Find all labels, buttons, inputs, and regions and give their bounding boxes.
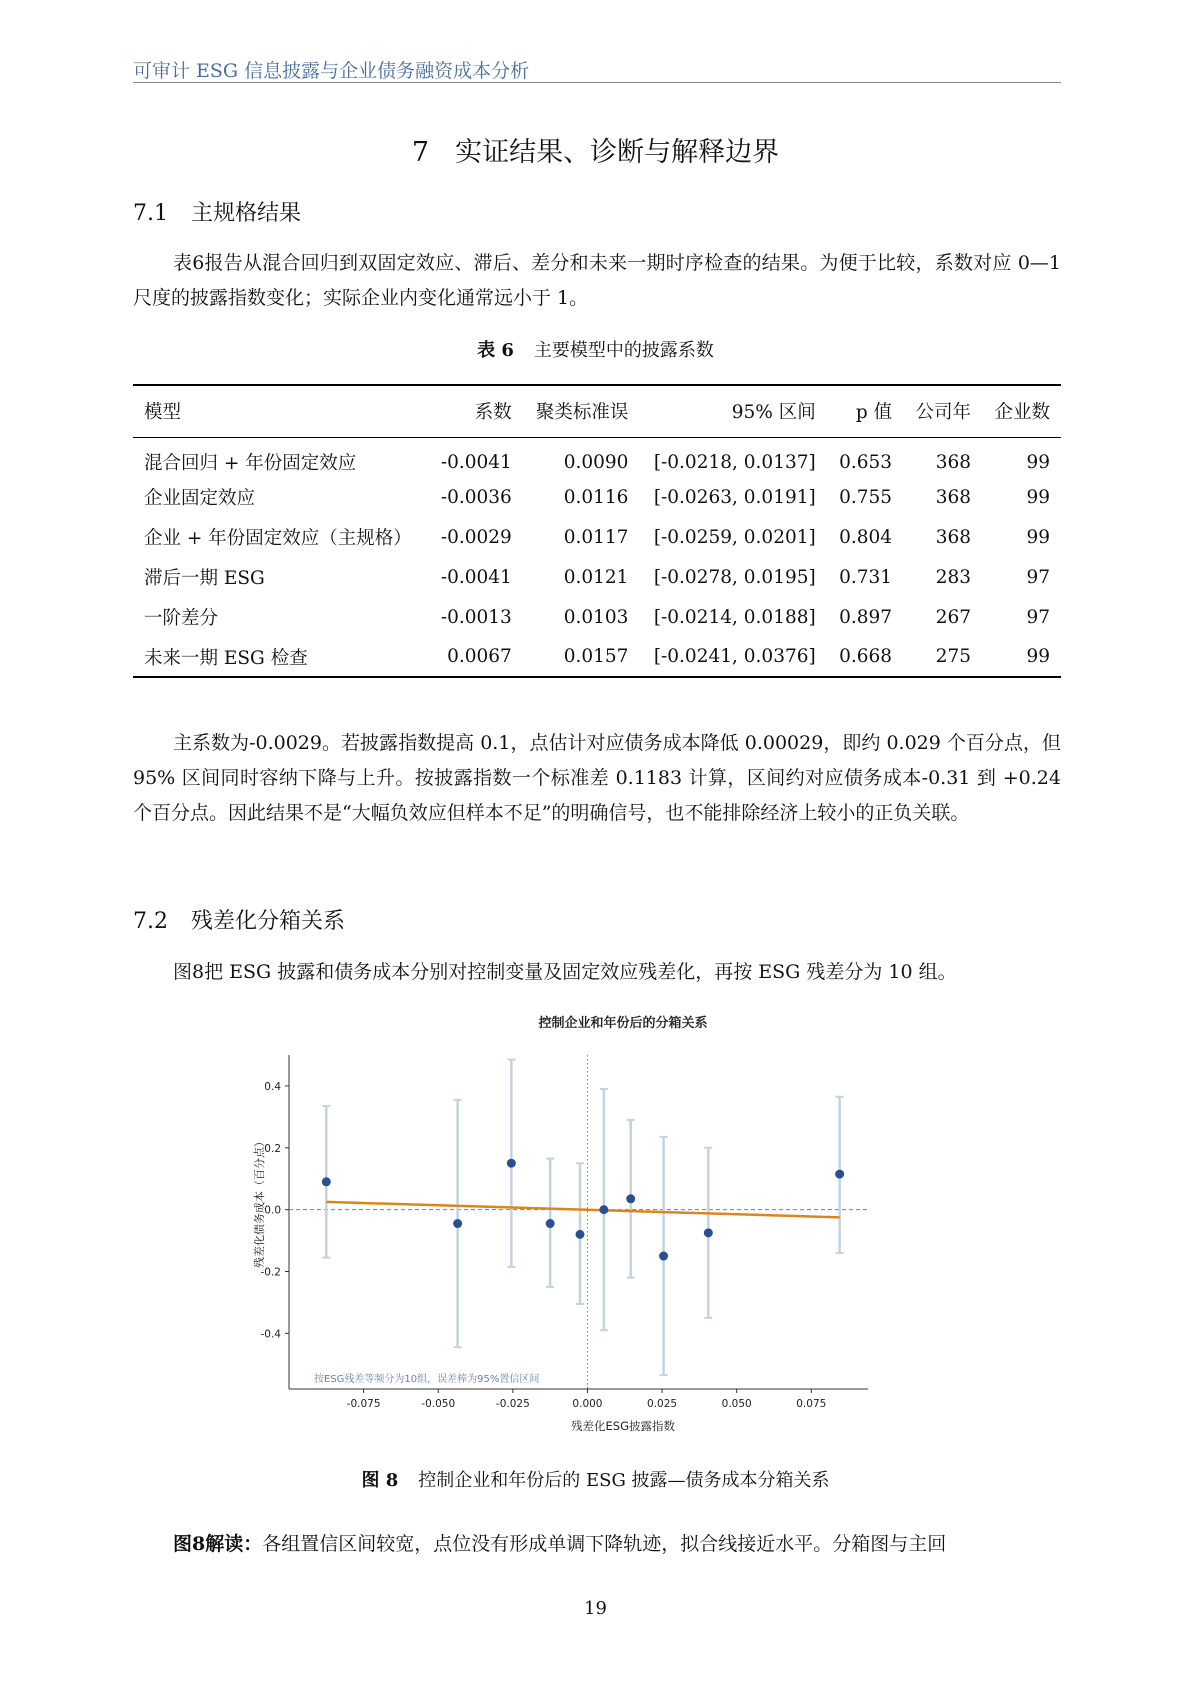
cell-firm-years: 368	[935, 451, 972, 473]
cell-firms: 97	[1026, 606, 1050, 628]
figure-caption	[0, 1466, 1191, 1492]
chart-title: 控制企业和年份后的分箱关系	[538, 1016, 708, 1031]
cell-pvalue: 0.755	[839, 486, 893, 508]
paragraph-figure-intro: 图8把 ESG 披露和债务成本分别对控制变量及固定效应残差化，再按 ESG 残差分为 10 组。	[173, 961, 957, 983]
table-row	[133, 597, 1061, 637]
subsection-number: 7.2	[133, 909, 168, 934]
table-caption-text: 主要模型中的披露系数	[533, 340, 714, 361]
binned-scatter-chart	[240, 1005, 950, 1445]
cell-coef: -0.0041	[440, 566, 512, 588]
cell-coef: 0.0067	[447, 646, 512, 667]
y-tick-label: 0.0	[264, 1204, 281, 1217]
bin-point	[659, 1252, 668, 1261]
cell-ci: [-0.0259, 0.0201]	[653, 526, 816, 548]
cell-firm-years: 283	[935, 566, 972, 588]
cell-coef: -0.0041	[440, 451, 512, 473]
x-tick-label: -0.050	[421, 1398, 456, 1410]
running-header	[133, 54, 1061, 83]
bin-point	[546, 1219, 555, 1228]
cell-firms: 99	[1026, 646, 1050, 667]
running-title: 可审计 ESG 信息披露与企业债务融资成本分析	[133, 60, 530, 82]
col-header-coef: 系数	[474, 402, 512, 424]
cell-firms: 99	[1026, 451, 1050, 473]
x-axis-label: 残差化ESG披露指数	[571, 1419, 675, 1433]
x-tick-label: 0.050	[721, 1398, 752, 1410]
bin-point	[599, 1205, 608, 1214]
cell-pvalue: 0.804	[839, 526, 893, 548]
cell-firm-years: 368	[935, 486, 972, 508]
x-tick-label: 0.000	[572, 1398, 603, 1410]
col-header-ci: 95% 区间	[731, 402, 816, 424]
cell-firms: 99	[1026, 526, 1050, 548]
cell-firm-years: 368	[935, 526, 972, 548]
col-header-se: 聚类标准误	[535, 402, 629, 424]
cell-ci: [-0.0214, 0.0188]	[653, 606, 816, 628]
cell-model: 混合回归 + 年份固定效应	[144, 453, 357, 475]
bin-point	[453, 1219, 462, 1228]
cell-se: 0.0116	[563, 486, 629, 508]
results-table	[133, 384, 1061, 678]
col-header-firms: 企业数	[994, 402, 1050, 424]
figure-caption-text: 控制企业和年份后的 ESG 披露—债务成本分箱关系	[418, 1470, 830, 1491]
cell-pvalue: 0.668	[839, 646, 893, 667]
table-row	[133, 477, 1061, 517]
cell-ci: [-0.0278, 0.0195]	[653, 566, 816, 588]
paragraph-figure-reading	[133, 1527, 1061, 1562]
paragraph-intro: 表6报告从混合回归到双固定效应、滞后、差分和未来一期时序检查的结果。为便于比较，系数对应 0—1 尺度的披露指数变化；实际企业内变化通常远小于 1。	[133, 252, 1061, 309]
x-tick-label: 0.075	[796, 1398, 827, 1410]
cell-model: 企业 + 年份固定效应（主规格）	[144, 528, 412, 549]
section-heading	[0, 130, 1191, 169]
chart-annotation: 按ESG残差等频分为10组，误差棒为95%置信区间	[314, 1374, 540, 1385]
cell-pvalue: 0.897	[839, 606, 893, 628]
table-header-row	[133, 385, 1061, 437]
cell-coef: -0.0036	[440, 486, 512, 508]
bin-point	[575, 1230, 584, 1239]
cell-firm-years: 267	[935, 606, 972, 628]
cell-se: 0.0117	[563, 526, 629, 548]
bin-point	[626, 1194, 635, 1203]
col-header-pvalue: p 值	[855, 402, 893, 424]
bin-point	[704, 1228, 713, 1237]
y-tick-label: 0.4	[264, 1080, 281, 1093]
figure-label: 图 8	[361, 1470, 399, 1491]
paragraph-interpretation: 主系数为-0.0029。若披露指数提高 0.1，点估计对应债务成本降低 0.00029，即约 0.029 个百分点，但 95% 区间同时容纳下降与上升。按披露指数一个标准差 0.1183 计算，区间约对应债务成本-0.31 到 +0.24 个百分点。因此结果不是“大幅负效应但样本不足”的明确信号，也不能排除经济上较小的正负关联。	[133, 732, 1061, 824]
reading-lead: 图8解读：	[173, 1533, 263, 1555]
y-tick-label: -0.4	[260, 1328, 281, 1341]
y-axis-label: 残差化债务成本（百分点）	[253, 1136, 266, 1268]
cell-model: 一阶差分	[144, 608, 219, 629]
cell-firm-years: 275	[935, 646, 972, 667]
subsection-heading-2	[133, 904, 345, 935]
cell-pvalue: 0.731	[839, 566, 893, 588]
cell-model: 滞后一期 ESG	[144, 568, 265, 589]
cell-coef: -0.0029	[440, 526, 512, 548]
table-label: 表 6	[477, 340, 514, 361]
col-header-firm-years: 公司年	[915, 402, 972, 424]
cell-model: 企业固定效应	[144, 488, 256, 509]
cell-ci: [-0.0241, 0.0376]	[653, 646, 816, 667]
cell-model: 未来一期 ESG 检查	[144, 647, 308, 669]
cell-se: 0.0157	[563, 646, 629, 667]
table-row	[133, 517, 1061, 557]
bin-point	[322, 1177, 331, 1186]
cell-se: 0.0121	[563, 566, 629, 588]
table-row	[133, 437, 1061, 477]
cell-pvalue: 0.653	[839, 451, 893, 473]
cell-firms: 97	[1026, 566, 1050, 588]
cell-ci: [-0.0218, 0.0137]	[653, 451, 816, 473]
x-tick-label: -0.075	[346, 1398, 381, 1410]
subsection-title: 残差化分箱关系	[191, 909, 346, 934]
subsection-title: 主规格结果	[191, 201, 302, 226]
table-caption	[0, 336, 1191, 362]
x-tick-label: -0.025	[495, 1398, 530, 1410]
col-header-model: 模型	[144, 402, 182, 424]
cell-se: 0.0103	[563, 606, 629, 628]
section-number: 7	[411, 137, 430, 168]
x-tick-label: 0.025	[647, 1398, 678, 1410]
subsection-heading-1	[133, 196, 301, 227]
y-tick-label: -0.2	[260, 1266, 281, 1279]
bin-point	[507, 1159, 516, 1168]
cell-coef: -0.0013	[440, 606, 512, 628]
table-row	[133, 557, 1061, 597]
cell-ci: [-0.0263, 0.0191]	[653, 486, 816, 508]
cell-firms: 99	[1026, 486, 1050, 508]
page-number: 19	[584, 1598, 607, 1619]
section-title: 实证结果、诊断与解释边界	[455, 137, 780, 168]
table-row	[133, 637, 1061, 677]
y-tick-label: 0.2	[264, 1142, 281, 1155]
bin-point	[835, 1170, 844, 1179]
subsection-number: 7.1	[133, 201, 168, 226]
cell-se: 0.0090	[563, 451, 629, 473]
reading-text: 各组置信区间较宽，点位没有形成单调下降轨迹，拟合线接近水平。分箱图与主回	[262, 1533, 947, 1555]
